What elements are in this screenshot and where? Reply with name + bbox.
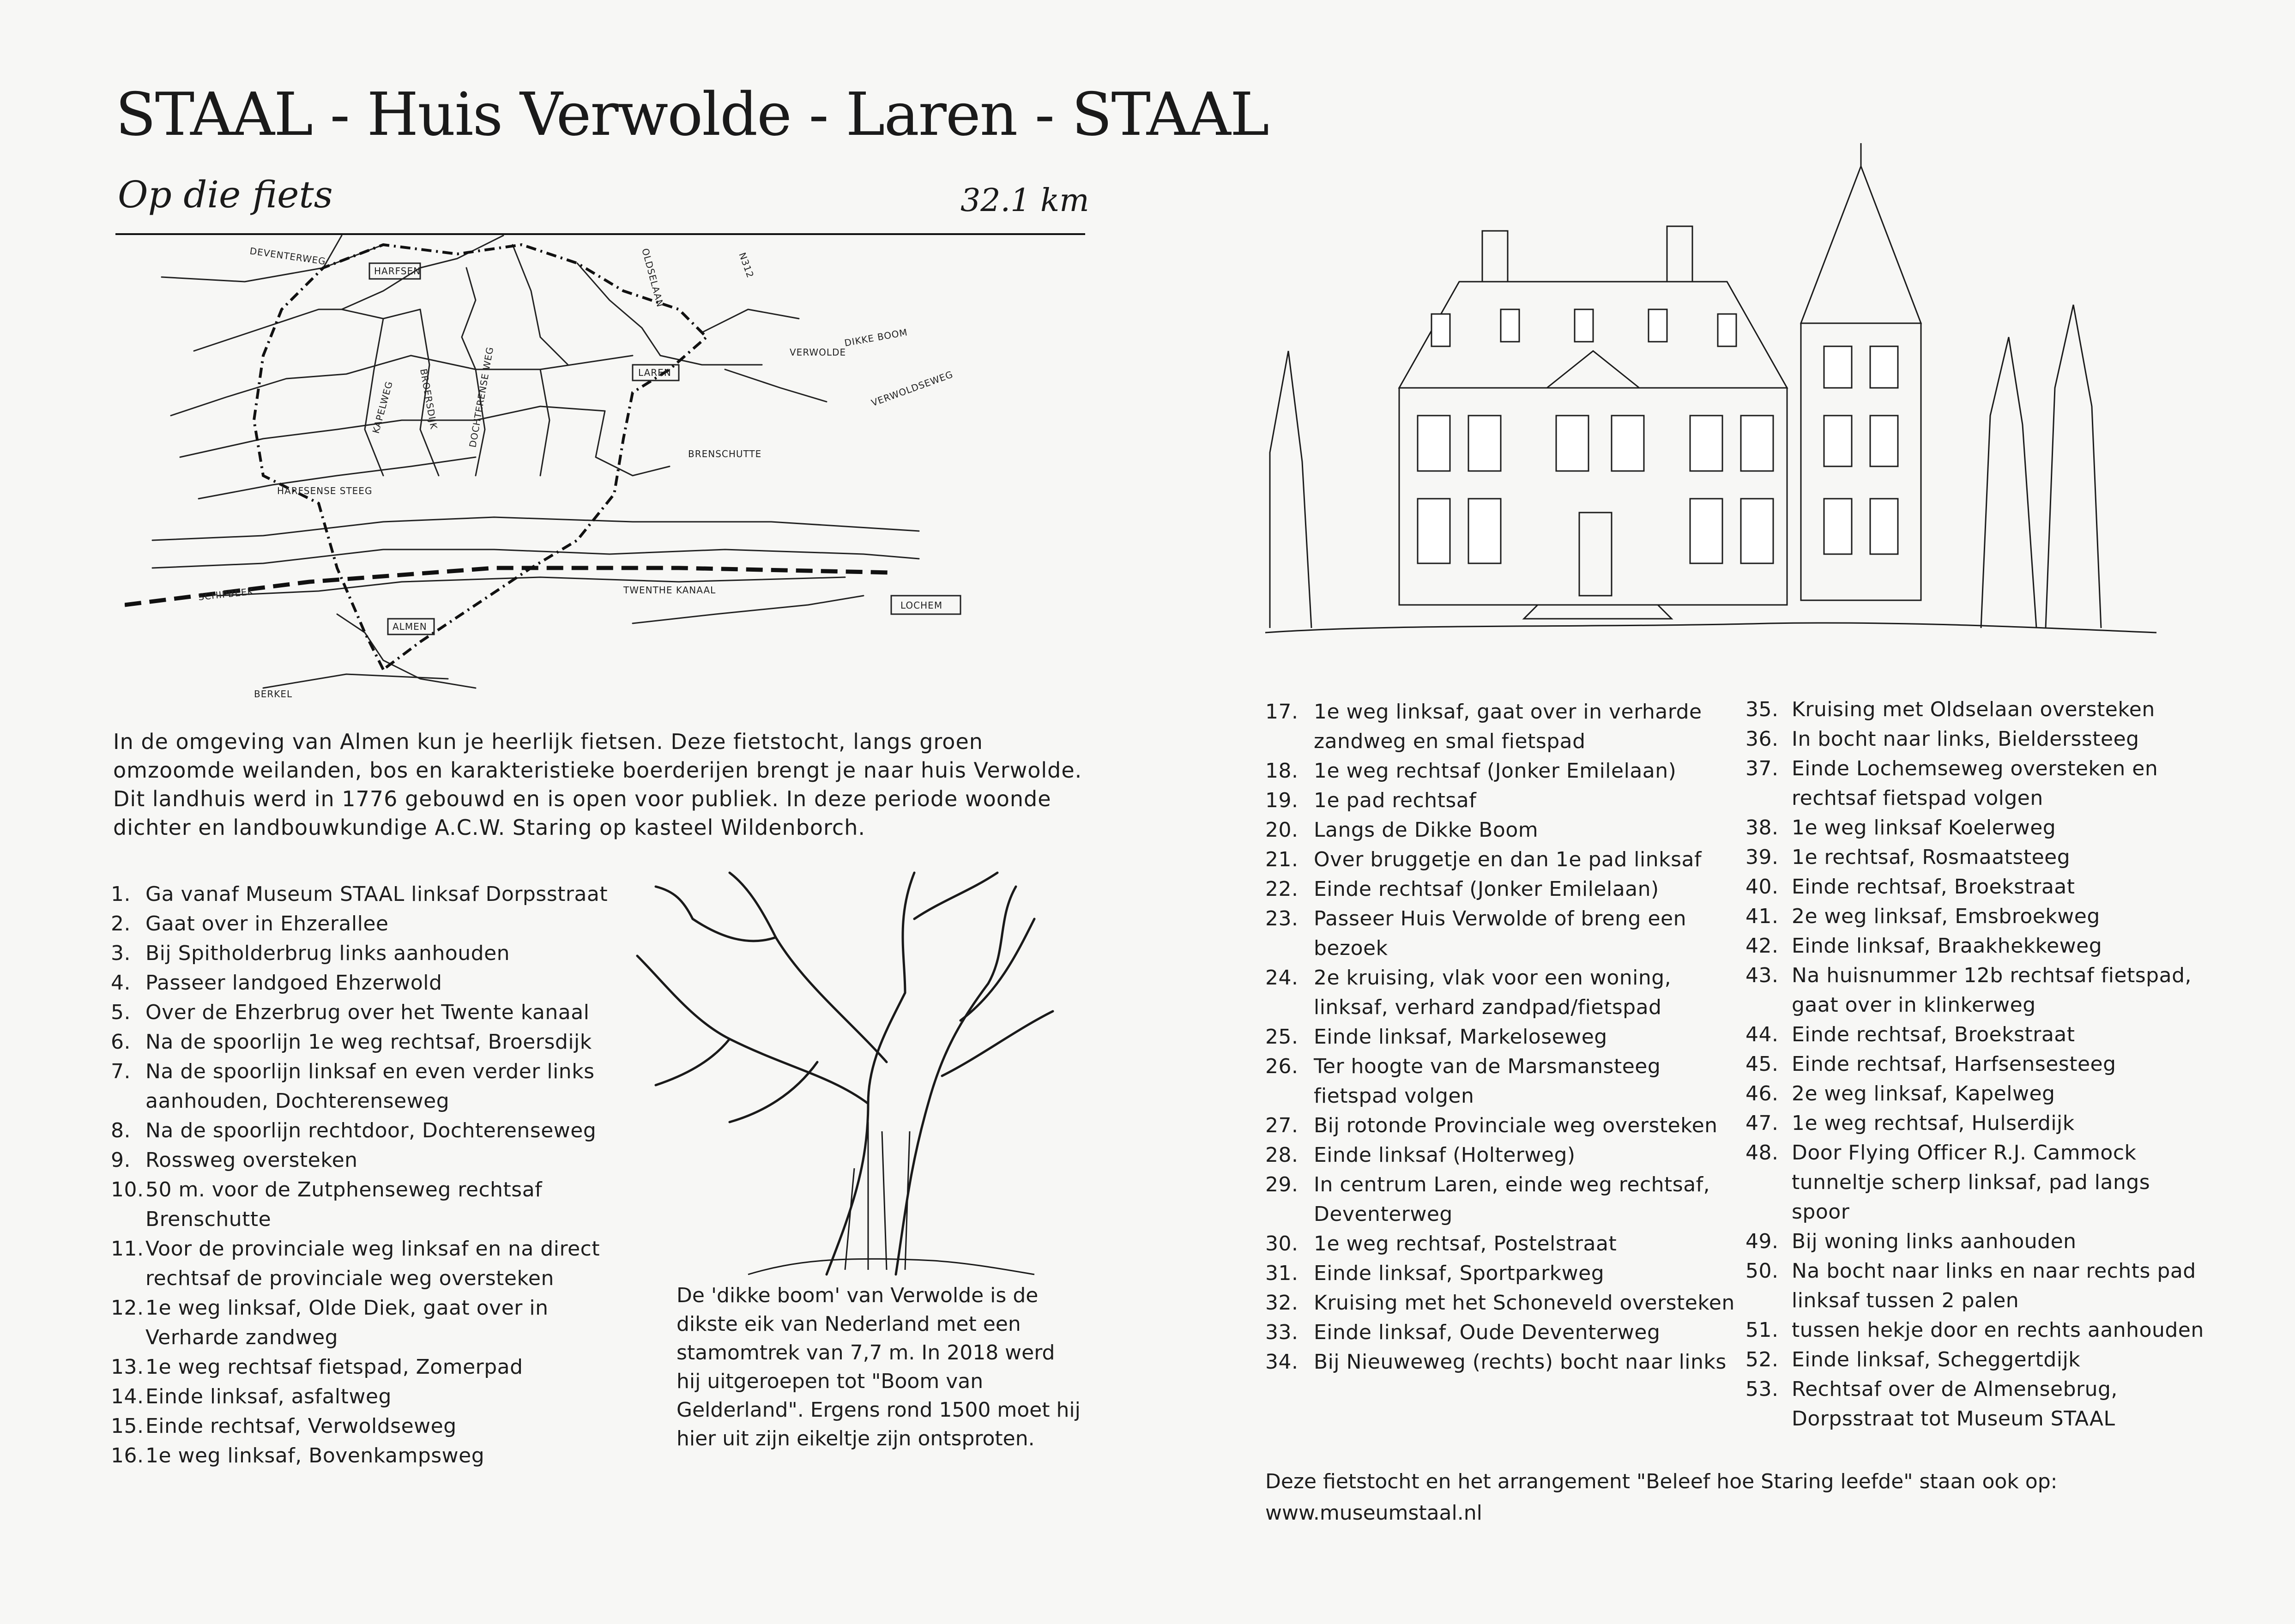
route-step-number: 46. bbox=[1745, 1082, 1779, 1105]
route-step-number: 35. bbox=[1745, 698, 1779, 721]
route-step-number: 16. bbox=[111, 1444, 144, 1467]
map-label-brenschutte: BRENSCHUTTE bbox=[688, 448, 762, 459]
route-step bbox=[1265, 963, 1736, 1022]
route-step-text: 2e weg linksaf, Kapelweg bbox=[1792, 1082, 2055, 1105]
route-step bbox=[1745, 724, 2207, 754]
route-step-text: Door Flying Officer R.J. Cammock tunneltje scherp linksaf, pad langs spoor bbox=[1792, 1141, 2150, 1224]
route-step bbox=[1745, 754, 2207, 813]
route-step-text: Na de spoorlijn linksaf en even verder links aanhouden, Dochterenseweg bbox=[145, 1060, 595, 1113]
route-step-number: 14. bbox=[111, 1385, 144, 1408]
route-step bbox=[1745, 1316, 2207, 1345]
map-label-lochem: LOCHEM bbox=[900, 600, 943, 611]
route-step-text: Einde linksaf (Holterweg) bbox=[1314, 1143, 1576, 1167]
route-step-text: Einde linksaf, Scheggertdijk bbox=[1792, 1348, 2081, 1371]
route-step-text: 1e weg linksaf, Bovenkampsweg bbox=[145, 1444, 485, 1467]
route-step-text: Kruising met Oldselaan oversteken bbox=[1792, 698, 2155, 721]
route-step-number: 42. bbox=[1745, 934, 1779, 958]
route-step-text: Bij Nieuweweg (rechts) bocht naar links bbox=[1314, 1350, 1727, 1374]
route-step bbox=[1745, 843, 2207, 872]
route-step-number: 36. bbox=[1745, 727, 1779, 751]
map-label-dikke-boom: DIKKE BOOM bbox=[843, 326, 909, 349]
route-step-text: Einde rechtsaf, Harfsensesteeg bbox=[1792, 1052, 2116, 1076]
route-steps-right bbox=[1745, 695, 2207, 1434]
map-label-deventerweg: DEVENTERWEG bbox=[249, 245, 327, 267]
route-step-text: Ga vanaf Museum STAAL linksaf Dorpsstraat bbox=[145, 882, 608, 906]
route-step-number: 39. bbox=[1745, 845, 1779, 869]
route-step-number: 37. bbox=[1745, 757, 1779, 780]
intro-paragraph: In de omgeving van Almen kun je heerlijk fietsen. Deze fietstocht, langs groen omzoomde weilanden, bos en karakteristieke boerderijen brengt je naar huis Verwolde. Dit landhuis werd in 1776 gebouwd en is open voor publiek. In deze periode woonde dichter en landbouwkundige A.C.W. Staring op kasteel Wildenborch. bbox=[113, 729, 1082, 840]
route-step bbox=[1745, 961, 2207, 1020]
route-step bbox=[1745, 1050, 2207, 1079]
route-step-number: 4. bbox=[111, 971, 131, 995]
route-steps-middle bbox=[1265, 697, 1736, 1377]
route-step-number: 32. bbox=[1265, 1291, 1298, 1315]
route-step-number: 24. bbox=[1265, 966, 1298, 990]
route-step bbox=[1265, 1347, 1736, 1377]
route-step bbox=[111, 1175, 637, 1234]
route-step bbox=[1745, 1079, 2207, 1109]
route-map-drawing bbox=[125, 217, 1002, 706]
route-step-number: 41. bbox=[1745, 905, 1779, 928]
route-step bbox=[111, 939, 637, 968]
route-step-text: 1e weg rechtsaf (Jonker Emilelaan) bbox=[1314, 759, 1677, 783]
map-label-n312: N312 bbox=[737, 251, 756, 280]
route-step-number: 50. bbox=[1745, 1259, 1779, 1283]
footer-url[interactable]: www.museumstaal.nl bbox=[1265, 1501, 1482, 1525]
route-step-number: 26. bbox=[1265, 1055, 1298, 1078]
route-step-number: 25. bbox=[1265, 1025, 1298, 1049]
route-step-text: Passeer landgoed Ehzerwold bbox=[145, 971, 442, 995]
map-label-broersdijk: BROERSDIJK bbox=[418, 368, 440, 430]
route-step-text: Gaat over in Ehzerallee bbox=[145, 912, 389, 936]
route-step-text: 1e pad rechtsaf bbox=[1314, 789, 1477, 812]
route-step-text: 50 m. voor de Zutphenseweg rechtsaf Brenschutte bbox=[145, 1178, 543, 1231]
route-step-number: 51. bbox=[1745, 1318, 1779, 1342]
route-step-number: 17. bbox=[1265, 700, 1298, 724]
route-step bbox=[111, 880, 637, 909]
route-step-number: 8. bbox=[111, 1119, 131, 1142]
route-step bbox=[1265, 1170, 1736, 1229]
route-step-number: 20. bbox=[1265, 818, 1298, 842]
route-step bbox=[1265, 904, 1736, 963]
route-step-text: Einde rechtsaf, Broekstraat bbox=[1792, 875, 2075, 899]
route-step bbox=[1265, 875, 1736, 904]
route-step-text: Langs de Dikke Boom bbox=[1314, 818, 1539, 842]
route-step-number: 15. bbox=[111, 1414, 144, 1438]
route-step-number: 30. bbox=[1265, 1232, 1298, 1256]
route-step-number: 52. bbox=[1745, 1348, 1779, 1371]
route-step-text: Ter hoogte van de Marsmansteeg fietspad volgen bbox=[1314, 1055, 1661, 1108]
route-step bbox=[1745, 1345, 2207, 1375]
route-step-text: In bocht naar links, Bielderssteeg bbox=[1792, 727, 2139, 751]
manor-house-drawing bbox=[1261, 129, 2161, 656]
route-step-number: 31. bbox=[1265, 1262, 1298, 1285]
map-label-almen: ALMEN bbox=[393, 621, 427, 632]
route-step-number: 5. bbox=[111, 1001, 131, 1024]
route-steps-left bbox=[111, 880, 637, 1471]
route-step-text: 1e weg linksaf, Olde Diek, gaat over in Verharde zandweg bbox=[145, 1296, 549, 1349]
footer-note-text: Deze fietstocht en het arrangement "Beleef hoe Staring leefde" staan ook op: bbox=[1265, 1470, 2058, 1493]
route-step-number: 3. bbox=[111, 942, 131, 965]
route-step-text: Einde linksaf, Sportparkweg bbox=[1314, 1262, 1605, 1285]
route-step-text: 1e weg linksaf Koelerweg bbox=[1792, 816, 2056, 839]
route-step bbox=[111, 1382, 637, 1412]
route-step-number: 33. bbox=[1265, 1321, 1298, 1344]
route-step-text: Einde linksaf, Markeloseweg bbox=[1314, 1025, 1607, 1049]
route-step-text: 2e weg linksaf, Emsbroekweg bbox=[1792, 905, 2100, 928]
route-step bbox=[111, 1293, 637, 1352]
route-step-number: 6. bbox=[111, 1030, 131, 1054]
route-step-number: 7. bbox=[111, 1060, 131, 1083]
route-step bbox=[1745, 931, 2207, 961]
route-step-text: Over bruggetje en dan 1e pad linksaf bbox=[1314, 848, 1702, 871]
route-step bbox=[111, 998, 637, 1027]
route-step-text: 1e weg rechtsaf fietspad, Zomerpad bbox=[145, 1355, 523, 1379]
route-step-text: Voor de provinciale weg linksaf en na direct rechtsaf de provinciale weg oversteken bbox=[145, 1237, 600, 1290]
route-step-text: 1e weg rechtsaf, Hulserdijk bbox=[1792, 1111, 2075, 1135]
route-step bbox=[1265, 786, 1736, 815]
route-step-number: 10. bbox=[111, 1178, 144, 1201]
route-step bbox=[1265, 1022, 1736, 1052]
route-step-number: 44. bbox=[1745, 1023, 1779, 1046]
route-step bbox=[1745, 872, 2207, 902]
route-step-text: Einde linksaf, Braakhekkeweg bbox=[1792, 934, 2102, 958]
route-step bbox=[1745, 902, 2207, 931]
route-step-number: 9. bbox=[111, 1148, 131, 1172]
route-step bbox=[1265, 1111, 1736, 1141]
footer-note bbox=[1265, 1466, 2189, 1529]
route-step bbox=[1265, 1052, 1736, 1111]
route-step bbox=[111, 1352, 637, 1382]
map-label-kapelweg: KAPELWEG bbox=[370, 380, 395, 435]
route-step-text: Bij rotonde Provinciale weg oversteken bbox=[1314, 1114, 1718, 1137]
route-step bbox=[1745, 695, 2207, 724]
route-step bbox=[111, 1146, 637, 1175]
route-step bbox=[1265, 845, 1736, 875]
route-step-text: Na de spoorlijn rechtdoor, Dochterenseweg bbox=[145, 1119, 597, 1142]
route-step bbox=[111, 1057, 637, 1116]
route-step-number: 13. bbox=[111, 1355, 144, 1379]
map-label-verwolde: VERWOLDE bbox=[790, 347, 846, 358]
map-label-schipbeek: SCHIPBEEK bbox=[198, 586, 254, 603]
route-step-text: Einde Lochemseweg oversteken en rechtsaf fietspad volgen bbox=[1792, 757, 2158, 810]
route-step-number: 48. bbox=[1745, 1141, 1779, 1165]
route-step bbox=[1265, 1259, 1736, 1288]
route-step bbox=[1745, 813, 2207, 843]
route-step bbox=[1745, 1227, 2207, 1256]
page-title: STAAL - Huis Verwolde - Laren - STAAL bbox=[115, 80, 1268, 149]
route-step bbox=[111, 1116, 637, 1146]
route-step bbox=[1745, 1109, 2207, 1138]
route-step bbox=[1265, 1318, 1736, 1347]
map-label-berkel: BERKEL bbox=[254, 688, 293, 700]
map-label-dochterense-weg: DOCHTERENSE WEG bbox=[467, 345, 496, 448]
route-step-number: 23. bbox=[1265, 907, 1298, 930]
route-step-text: tussen hekje door en rechts aanhouden bbox=[1792, 1318, 2204, 1342]
route-step-number: 34. bbox=[1265, 1350, 1298, 1374]
route-step-text: Einde rechtsaf, Verwoldseweg bbox=[145, 1414, 457, 1438]
route-step-number: 2. bbox=[111, 912, 131, 936]
route-step-number: 21. bbox=[1265, 848, 1298, 871]
route-step bbox=[1265, 1141, 1736, 1170]
route-step-number: 49. bbox=[1745, 1230, 1779, 1253]
tree-caption: De 'dikke boom' van Verwolde is de dikste eik van Nederland met een stamomtrek van 7,7 m. In 2018 werd hij uitgeroepen tot "Boom van Gelderland". Ergens rond 1500 moet hij hier uit zijn eikeltje zijn ontsproten. bbox=[676, 1284, 1081, 1450]
route-step-text: 1e weg rechtsaf, Postelstraat bbox=[1314, 1232, 1617, 1256]
route-step-number: 53. bbox=[1745, 1377, 1779, 1401]
route-step bbox=[111, 909, 637, 939]
route-step-number: 43. bbox=[1745, 964, 1779, 987]
route-step-text: Rechtsaf over de Almensebrug, Dorpsstraat tot Museum STAAL bbox=[1792, 1377, 2118, 1431]
route-step-text: 1e rechtsaf, Rosmaatsteeg bbox=[1792, 845, 2071, 869]
page-subtitle: Op die fiets bbox=[118, 173, 333, 216]
route-step-number: 1. bbox=[111, 882, 131, 906]
route-step-text: In centrum Laren, einde weg rechtsaf, Deventerweg bbox=[1314, 1173, 1710, 1226]
route-step-number: 47. bbox=[1745, 1111, 1779, 1135]
route-step-text: Over de Ehzerbrug over het Twente kanaal bbox=[145, 1001, 590, 1024]
route-step bbox=[1265, 1288, 1736, 1318]
route-step-number: 45. bbox=[1745, 1052, 1779, 1076]
route-step-text: Bij Spitholderbrug links aanhouden bbox=[145, 942, 510, 965]
route-step-number: 12. bbox=[111, 1296, 144, 1320]
route-step bbox=[1745, 1375, 2207, 1434]
route-step bbox=[111, 1441, 637, 1471]
route-step-number: 22. bbox=[1265, 877, 1298, 901]
route-step bbox=[111, 968, 637, 998]
map-label-verwoldseweg: VERWOLDSEWEG bbox=[870, 368, 955, 409]
route-step-text: Einde rechtsaf, Broekstraat bbox=[1792, 1023, 2075, 1046]
route-step bbox=[1265, 697, 1736, 756]
route-step bbox=[111, 1234, 637, 1293]
map-label-harfsense-steeg: HARFSENSE STEEG bbox=[277, 485, 373, 496]
map-label-oldselaan: OLDSELAAN bbox=[640, 247, 666, 308]
route-step-number: 40. bbox=[1745, 875, 1779, 899]
map-label-twentekanaal: TWENTHE KANAAL bbox=[623, 585, 716, 596]
route-step-text: Passeer Huis Verwolde of breng een bezoek bbox=[1314, 907, 1687, 960]
route-step bbox=[1745, 1138, 2207, 1227]
route-step-number: 11. bbox=[111, 1237, 144, 1261]
route-step-text: Einde linksaf, asfaltweg bbox=[145, 1385, 392, 1408]
route-step bbox=[1265, 815, 1736, 845]
map-label-harfsen: HARFSEN bbox=[374, 266, 421, 277]
route-step-number: 38. bbox=[1745, 816, 1779, 839]
route-step-text: Na huisnummer 12b rechtsaf fietspad, gaat over in klinkerweg bbox=[1792, 964, 2192, 1017]
route-step-number: 28. bbox=[1265, 1143, 1298, 1167]
map-label-laren: LAREN bbox=[638, 367, 671, 378]
route-step-text: Einde linksaf, Oude Deventerweg bbox=[1314, 1321, 1661, 1344]
route-step-text: Einde rechtsaf (Jonker Emilelaan) bbox=[1314, 877, 1659, 901]
route-step-text: 1e weg linksaf, gaat over in verharde zandweg en smal fietspad bbox=[1314, 700, 1702, 753]
route-step bbox=[1265, 1229, 1736, 1259]
route-step-text: Na bocht naar links en naar rechts pad linksaf tussen 2 palen bbox=[1792, 1259, 2196, 1312]
route-step bbox=[1265, 756, 1736, 786]
route-step-text: Na de spoorlijn 1e weg rechtsaf, Broersdijk bbox=[145, 1030, 592, 1054]
route-step-number: 29. bbox=[1265, 1173, 1298, 1196]
route-step bbox=[111, 1027, 637, 1057]
route-step-text: Rossweg oversteken bbox=[145, 1148, 358, 1172]
route-step-text: Bij woning links aanhouden bbox=[1792, 1230, 2077, 1253]
route-step-number: 18. bbox=[1265, 759, 1298, 783]
route-distance: 32.1 km bbox=[960, 182, 1089, 219]
route-step bbox=[111, 1412, 637, 1441]
route-step-text: 2e kruising, vlak voor een woning, linksaf, verhard zandpad/fietspad bbox=[1314, 966, 1672, 1019]
route-step-text: Kruising met het Schoneveld oversteken bbox=[1314, 1291, 1735, 1315]
route-step bbox=[1745, 1256, 2207, 1316]
oak-tree-drawing bbox=[610, 845, 1071, 1279]
route-step-number: 19. bbox=[1265, 789, 1298, 812]
route-step-number: 27. bbox=[1265, 1114, 1298, 1137]
route-step bbox=[1745, 1020, 2207, 1050]
